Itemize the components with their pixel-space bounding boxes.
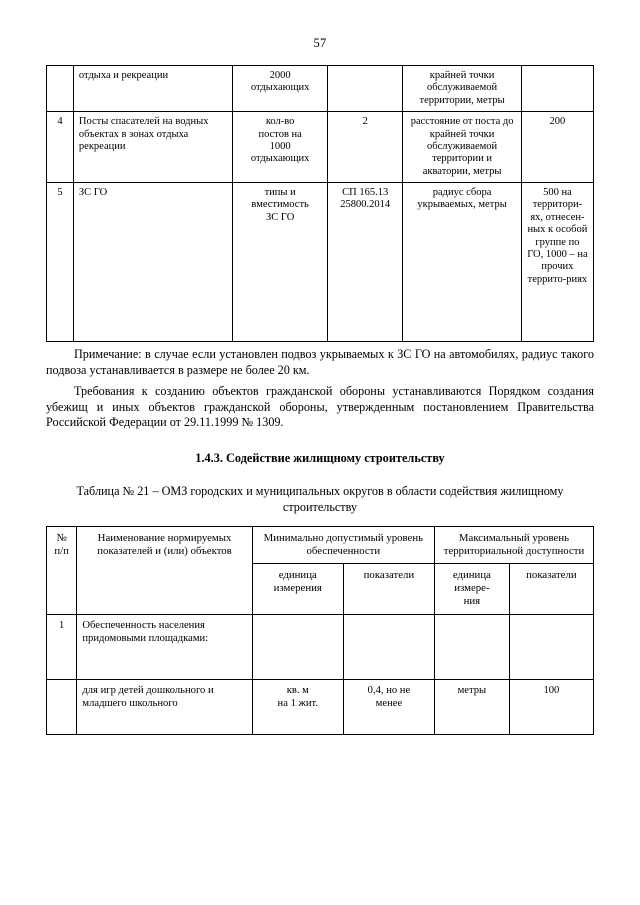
cell-access-unit: крайней точки обслуживаемой территории, метры — [403, 66, 521, 112]
cell-num — [47, 679, 77, 734]
header-min-unit: единица измерения — [252, 564, 343, 615]
table-civil-defense — [46, 65, 594, 342]
cell-max-unit: метры — [435, 679, 510, 734]
cell-num: 1 — [47, 614, 77, 679]
cell-access-value — [521, 66, 593, 112]
header-min-level: Минимально допустимый уровень обеспеченности — [252, 526, 434, 563]
cell-access-unit: расстояние от поста до крайней точки обслуживаемой территории и акватории, метры — [403, 112, 521, 183]
table-row — [47, 183, 594, 342]
table-row — [47, 112, 594, 183]
cell-unit: 2000 отдыхающих — [233, 66, 328, 112]
table-row — [47, 679, 594, 734]
cell-num: 4 — [47, 112, 74, 183]
cell-min-value — [343, 614, 434, 679]
cell-name: Посты спасателей на водных объектах в зонах отдыха рекреации — [73, 112, 232, 183]
table-caption: Таблица № 21 – ОМЗ городских и муниципальных округов в области содействия жилищному строительству — [76, 484, 564, 514]
table-housing-construction — [46, 526, 594, 735]
requirements-paragraph: Требования к созданию объектов гражданской обороны устанавливаются Порядком создания убежищ и иных объектов гражданской обороны, утвержденным постановлением Правительства Российской Федерации от 29.11.1999 № 1309. — [46, 384, 594, 430]
cell-value: СП 165.13 25800.2014 — [328, 183, 403, 342]
cell-access-value: 200 — [521, 112, 593, 183]
cell-min-unit: кв. м на 1 жит. — [252, 679, 343, 734]
cell-min-value: 0,4, но не менее — [343, 679, 434, 734]
cell-max-unit — [435, 614, 510, 679]
page-number: 57 — [313, 36, 327, 50]
cell-max-value: 100 — [509, 679, 593, 734]
header-max-unit: единица измере- ния — [435, 564, 510, 615]
cell-unit: кол-во постов на 1000 отдыхающих — [233, 112, 328, 183]
cell-name: отдыха и рекреации — [73, 66, 232, 112]
cell-access-value: 500 на территори-ях, отнесен-ных к особой группе по ГО, 1000 – на прочих террито-риях — [521, 183, 593, 342]
cell-max-value — [509, 614, 593, 679]
cell-name: ЗС ГО — [73, 183, 232, 342]
header-name: Наименование нормируемых показателей и (или) объектов — [77, 526, 252, 614]
cell-min-unit — [252, 614, 343, 679]
header-min-value: показатели — [343, 564, 434, 615]
cell-num — [47, 66, 74, 112]
table-row — [47, 66, 594, 112]
header-max-level: Максимальный уровень территориальной доступности — [435, 526, 594, 563]
section-heading: 1.4.3. Содействие жилищному строительству — [195, 451, 445, 466]
cell-value: 2 — [328, 112, 403, 183]
cell-num: 5 — [47, 183, 74, 342]
cell-value — [328, 66, 403, 112]
header-max-value: показатели — [509, 564, 593, 615]
cell-name: для игр детей дошкольного и младшего школьного — [77, 679, 252, 734]
table-row — [47, 614, 594, 679]
header-num: № п/п — [47, 526, 77, 614]
cell-name: Обеспеченность населения придомовыми площадками: — [77, 614, 252, 679]
table-header-row — [47, 526, 594, 563]
cell-unit: типы и вместимость ЗС ГО — [233, 183, 328, 342]
note-paragraph: Примечание: в случае если установлен подвоз укрываемых к ЗС ГО на автомобилях, радиус такого подвоза устанавливается в размере не более 20 км. — [46, 347, 594, 377]
cell-access-unit: радиус сбора укрываемых, метры — [403, 183, 521, 342]
